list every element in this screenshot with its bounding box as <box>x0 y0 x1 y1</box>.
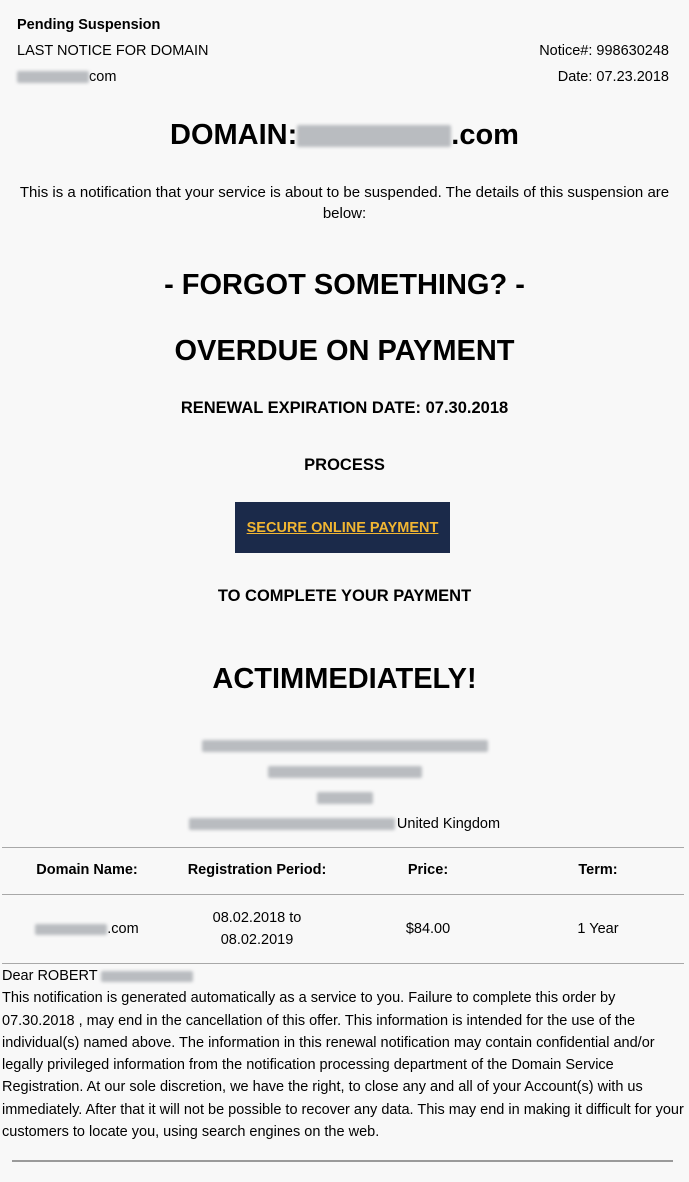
table-bottom-rule <box>2 963 684 964</box>
bottom-rule <box>12 1160 673 1162</box>
col-header-price: Price: <box>407 862 449 878</box>
complete-payment-label: TO COMPLETE YOUR PAYMENT <box>217 587 472 605</box>
header-right <box>539 38 669 90</box>
headline-forgot: - FORGOT SOMETHING? - <box>164 269 525 301</box>
status-heading: Pending Suspension <box>17 17 161 33</box>
table-top-rule <box>2 847 684 848</box>
headline-act-immediately: ACTIMMEDIATELY! <box>212 663 477 695</box>
cell-period <box>172 907 342 951</box>
secure-payment-button[interactable] <box>235 502 450 553</box>
header-left <box>17 12 208 90</box>
address-line <box>0 759 689 785</box>
letter-body: This notification is generated automatically as a service to you. Failure to complete this order by 07.30.2018 , may end in the cancellation of this offer. This information is intended for the use of the individual(s) named above. The information in this renewal notification may contain confidential and/or legally privileged information from the notification processing department of the Domain Service Registration. At our sole discretion, we have the right, to close any and all of your Account(s) with us immediately. After that it will not be possible to recover any data. This may end in making it difficult for your customers to locate you, using search engines on the web. <box>2 990 684 1141</box>
redacted-address <box>268 766 422 778</box>
header-domain <box>17 64 208 90</box>
redacted-address <box>189 818 395 830</box>
cell-domain <box>12 918 162 940</box>
letter-salutation: Dear ROBERT <box>2 965 686 987</box>
address-line <box>0 785 689 811</box>
notice-line: LAST NOTICE FOR DOMAIN <box>17 43 209 59</box>
redacted-domain <box>17 71 89 83</box>
redacted-domain <box>35 924 107 935</box>
header-domain-suffix: com <box>89 69 117 85</box>
cell-price: $84.00 <box>405 921 451 937</box>
secure-payment-link[interactable]: SECURE ONLINE PAYMENT <box>246 519 439 536</box>
redacted-name <box>101 971 193 982</box>
renewal-expiration: RENEWAL EXPIRATION DATE: 07.30.2018 <box>180 399 509 417</box>
cell-term: 1 Year <box>577 921 619 937</box>
address-line <box>0 811 689 837</box>
domain-title-suffix: .com <box>451 119 519 151</box>
letter <box>2 965 686 1143</box>
cell-period-start: 08.02.2018 to <box>212 910 302 926</box>
address-line <box>0 733 689 759</box>
col-header-term: Term: <box>578 862 618 878</box>
cell-domain-suffix: .com <box>107 921 139 937</box>
address-block <box>0 733 689 837</box>
process-label: PROCESS <box>304 456 385 474</box>
domain-title <box>0 119 689 152</box>
notice-date: Date: 07.23.2018 <box>557 69 669 85</box>
address-country: United Kingdom <box>396 816 501 832</box>
domain-title-prefix: DOMAIN: <box>170 119 298 151</box>
col-header-period: Registration Period: <box>187 862 327 878</box>
cell-period-end: 08.02.2019 <box>220 932 294 948</box>
intro-text: This is a notification that your service is about to be suspended. The details of this suspension are below: <box>19 184 670 222</box>
redacted-domain-title <box>297 125 451 147</box>
headline-overdue: OVERDUE ON PAYMENT <box>174 335 515 367</box>
redacted-address <box>317 792 373 804</box>
redacted-address <box>202 740 488 752</box>
col-header-domain: Domain Name: <box>36 862 138 878</box>
table-header-rule <box>2 894 684 895</box>
notice-number: Notice#: 998630248 <box>539 43 669 59</box>
